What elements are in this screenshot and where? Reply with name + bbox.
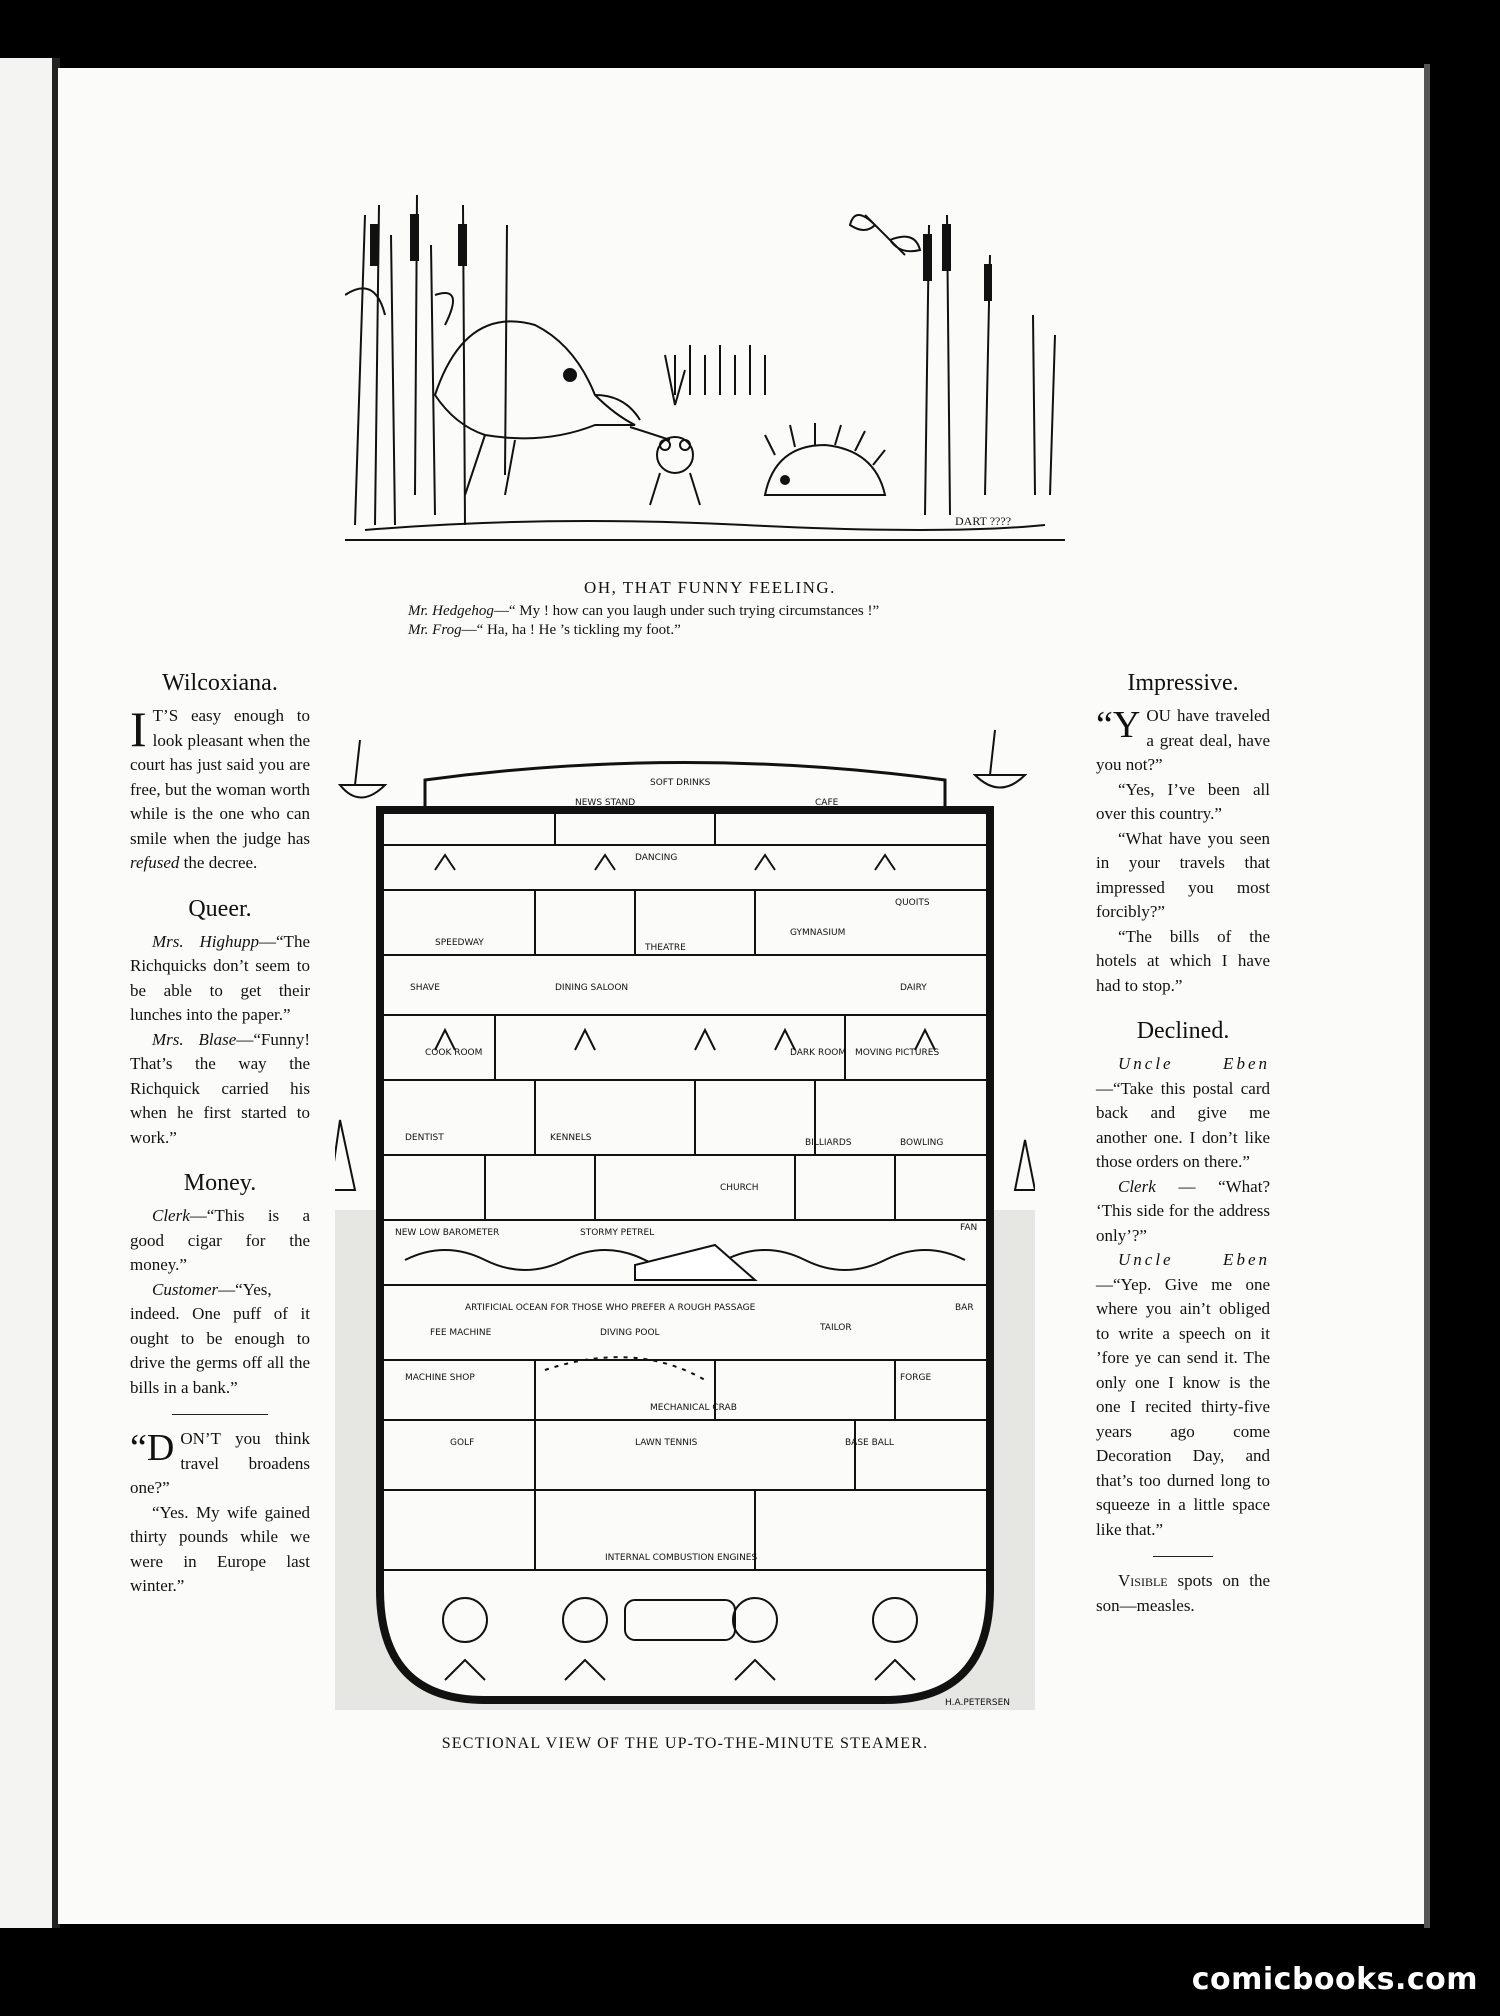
queer-para-2: Mrs. Blase—“Funny! That’s the way the Richquick carried his when he first started to work.” xyxy=(130,1029,310,1147)
label-machine-shop: MACHINE SHOP xyxy=(405,1373,475,1383)
label-church: CHURCH xyxy=(720,1183,759,1193)
label-dark-room: DARK ROOM xyxy=(790,1048,847,1058)
label-newsstand: NEWS STAND xyxy=(575,798,636,808)
label-bowling: BOWLING xyxy=(900,1138,944,1148)
label-fee-machine: FEE MACHINE xyxy=(430,1328,492,1338)
label-dancing: DANCING xyxy=(635,853,678,863)
impressive-para-1: “YOU have traveled a great deal, have you not?” xyxy=(1096,704,1270,774)
travel-para-1: “DON’T you think travel broadens one?” xyxy=(130,1427,310,1497)
dropcap-y: “Y xyxy=(1096,704,1141,746)
label-dentist: DENTIST xyxy=(405,1133,444,1143)
cartoon-caption-line-1 xyxy=(408,603,879,620)
label-barometer: NEW LOW BAROMETER xyxy=(395,1228,500,1238)
dropcap-d: “D xyxy=(130,1427,175,1469)
speaker-frog: Mr. Frog xyxy=(408,622,462,638)
caption-frog-text: —“ Ha, ha ! He ’s tickling my foot.” xyxy=(461,622,681,638)
label-golf: GOLF xyxy=(450,1438,475,1448)
visible-para: Visible spots on the son—measles. xyxy=(1096,1571,1270,1615)
label-bar: BAR xyxy=(955,1303,974,1313)
label-forge: FORGE xyxy=(900,1373,932,1383)
label-base-ball: BASE BALL xyxy=(845,1438,894,1448)
cartoon-caption-line-2 xyxy=(408,622,681,639)
label-speedway: SPEEDWAY xyxy=(435,938,484,948)
label-stormy-petrel: STORMY PETREL xyxy=(580,1228,655,1238)
label-billiards: BILLIARDS xyxy=(805,1138,852,1148)
ship-signature: H.A.PETERSEN xyxy=(945,1698,1011,1708)
cartoon-signature: DART ???? xyxy=(955,514,1012,528)
money-para-1: Clerk—“This is a good cigar for the money.” xyxy=(130,1206,310,1274)
impressive-para-4: “The bills of the hotels at which I have had to stop.” xyxy=(1096,926,1270,995)
caption-hedgehog-text: —“ My ! how can you laugh under such trying circumstances !” xyxy=(493,603,880,619)
steamer-cross-section xyxy=(335,720,1035,1710)
heading-queer: Queer. xyxy=(188,895,252,922)
watermark: comicbooks.com xyxy=(1191,1962,1478,1997)
dropcap-i: I xyxy=(130,701,147,757)
label-tailor: TAILOR xyxy=(820,1323,852,1333)
facing-page-edge xyxy=(0,58,52,1928)
label-theatre: THEATRE xyxy=(645,943,686,953)
right-column xyxy=(1096,668,1270,1618)
travel-para-2: “Yes. My wife gained thirty pounds while we were in Europe last winter.” xyxy=(130,1502,310,1595)
label-diving-pool: DIVING POOL xyxy=(600,1328,660,1338)
declined-para-2: Clerk — “What? ‘This side for the address only’?” xyxy=(1096,1176,1270,1245)
divider-rule xyxy=(172,1414,268,1415)
divider-rule-right xyxy=(1153,1556,1213,1557)
label-engines: INTERNAL COMBUSTION ENGINES xyxy=(605,1553,758,1563)
label-gymnasium: GYMNASIUM xyxy=(790,928,846,938)
ship-caption: SECTIONAL VIEW OF THE UP-TO-THE-MINUTE STEAMER. xyxy=(441,1735,929,1752)
label-mechanical-crab: MECHANICAL CRAB xyxy=(650,1403,737,1413)
declined-para-3: Uncle Eben—“Yep. Give me one where you ain’t obliged to write a speech on it ’fore ye can send it. The only one I know is the one I recited thirty-five years ago come Decoration Day, and that’s too durned long to squeeze in a little space like that.” xyxy=(1096,1250,1270,1539)
label-quoits: QUOITS xyxy=(895,898,930,908)
label-shave: SHAVE xyxy=(410,983,440,993)
money-para-2: Customer—“Yes, indeed. One puff of it ought to be enough to drive the germs off all the bills in a bank.” xyxy=(130,1279,310,1397)
queer-para-1: Mrs. Highupp—“The Richquicks don’t seem to be able to get their lunches into the paper.” xyxy=(130,931,310,1024)
label-soft-drinks: SOFT DRINKS xyxy=(650,778,711,788)
impressive-para-3: “What have you seen in your travels that impressed you most forcibly?” xyxy=(1096,828,1270,921)
wilcoxiana-body: I T’S easy enough to look pleasant when the court has just said you are free, but the woman worth while is the one who can smile when the judge has refused the decree. xyxy=(130,701,310,872)
label-moving-pictures: MOVING PICTURES xyxy=(855,1048,940,1058)
hedgehog-frog-cartoon xyxy=(345,195,1065,555)
left-column xyxy=(130,668,310,1599)
label-ocean: ARTIFICIAL OCEAN FOR THOSE WHO PREFER A ROUGH PASSAGE xyxy=(465,1303,756,1313)
heading-impressive: Impressive. xyxy=(1127,670,1239,696)
heading-declined: Declined. xyxy=(1136,1018,1230,1044)
page-edge-shadow xyxy=(1424,64,1430,1928)
label-dairy: DAIRY xyxy=(900,983,927,993)
heading-wilcoxiana: Wilcoxiana. xyxy=(162,670,278,696)
label-lawn-tennis: LAWN TENNIS xyxy=(635,1438,698,1448)
heading-money: Money. xyxy=(183,1170,257,1196)
label-cook-room: COOK ROOM xyxy=(425,1048,483,1058)
speaker-hedgehog: Mr. Hedgehog xyxy=(408,603,494,619)
label-dining-saloon: DINING SALOON xyxy=(555,983,629,993)
impressive-para-2: “Yes, I’ve been all over this country.” xyxy=(1096,779,1270,823)
label-kennels: KENNELS xyxy=(550,1133,592,1143)
cartoon-title: OH, THAT FUNNY FEELING. xyxy=(584,578,836,597)
label-cafe: CAFE xyxy=(815,798,839,808)
declined-para-1: Uncle Eben—“Take this postal card back and give me another one. I don’t like those orders on there.” xyxy=(1096,1054,1270,1171)
label-fan: FAN xyxy=(960,1223,978,1233)
